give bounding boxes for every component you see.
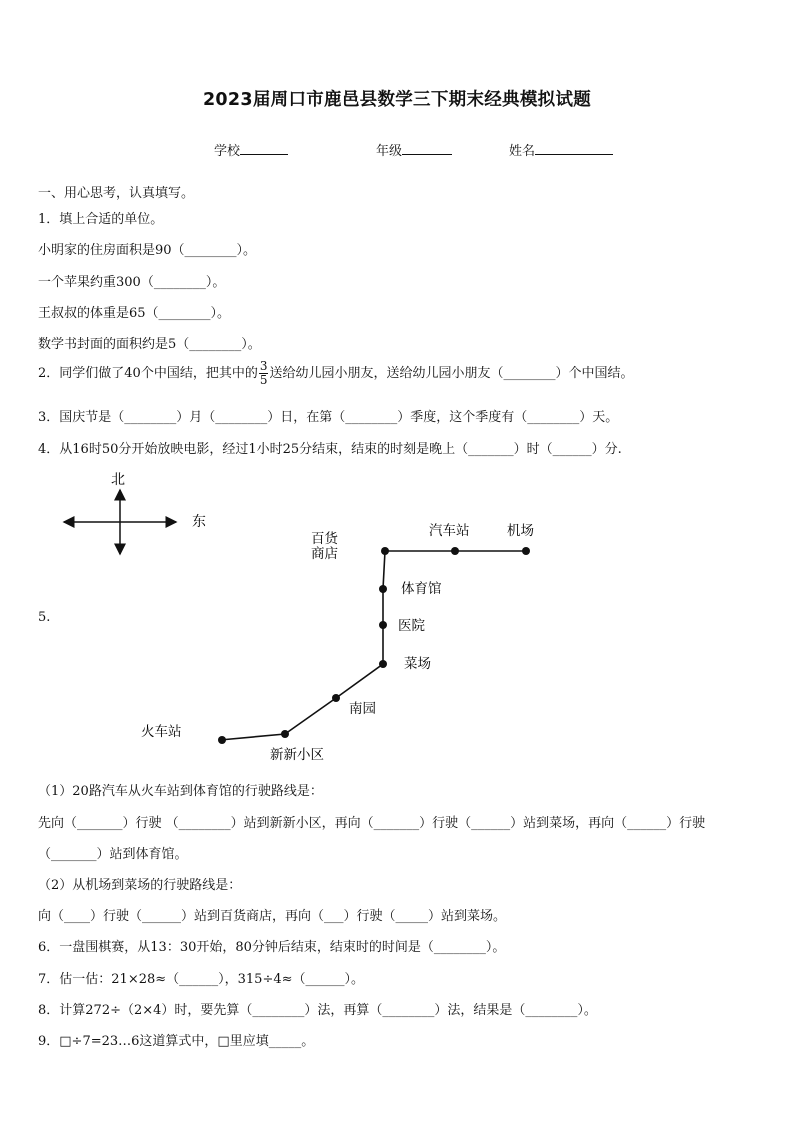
school-label: 学校 <box>214 144 241 159</box>
label-bus-station: 汽车站 <box>429 523 470 539</box>
q5-number: 5. <box>38 610 51 625</box>
stop-train-station <box>218 736 226 744</box>
label-nanyuan: 南园 <box>349 701 376 717</box>
q5-sub2-line: 向（____）行驶（______）站到百货商店，再向（___）行驶（_____）站到菜场。 <box>38 909 507 924</box>
stop-bus-station <box>451 547 459 555</box>
q8: 8．计算272÷（2×4）时，要先算（________）法，再算（________）法，结果是（________）。 <box>38 1003 597 1018</box>
label-market: 菜场 <box>404 656 431 672</box>
q1-d: 数学书封面的面积约是5（________）。 <box>38 337 261 352</box>
label-department-store-2: 商店 <box>311 546 338 562</box>
q5-sub1: （1）20路汽车从火车站到体育馆的行驶路线是： <box>38 784 323 799</box>
name-label: 姓名 <box>509 144 536 159</box>
fraction-numerator: 3 <box>259 359 268 373</box>
q5-sub1-line1: 先向（_______）行驶 （________）站到新新小区，再向（_______）行驶（______）站到菜场，再向（______）行驶 <box>38 816 706 831</box>
stop-gym <box>379 585 387 593</box>
label-hospital: 医院 <box>398 618 425 634</box>
q6: 6．一盘围棋赛，从13：30开始，80分钟后结束，结束时的时间是（________）。 <box>38 940 506 955</box>
label-department-store-1: 百货 <box>311 531 338 547</box>
stop-airport <box>522 547 530 555</box>
q9: 9．□÷7=23…6这道算式中，□里应填_____。 <box>38 1034 315 1049</box>
q1-stem: 1．填上合适的单位。 <box>38 212 164 227</box>
q1-b: 一个苹果约重300（________）。 <box>38 275 226 290</box>
q2-post: 送给幼儿园小朋友，送给幼儿园小朋友（________）个中国结。 <box>269 366 634 381</box>
q2-pre: 2．同学们做了40个中国结，把其中的 <box>38 366 258 381</box>
q4: 4．从16时50分开始放映电影，经过1小时25分结束，结束的时刻是晚上（_______）时（______）分. <box>38 442 622 457</box>
compass-east-label: 东 <box>192 514 206 530</box>
q5-sub2: （2）从机场到菜场的行驶路线是： <box>38 878 242 893</box>
label-train-station: 火车站 <box>141 724 182 740</box>
section-heading: 一、用心思考，认真填写。 <box>38 186 195 201</box>
stop-hospital <box>379 621 387 629</box>
label-gym: 体育馆 <box>401 581 442 597</box>
q1-c: 王叔叔的体重是65（________）。 <box>38 306 231 321</box>
label-airport: 机场 <box>507 523 534 539</box>
route-map <box>141 522 534 763</box>
stop-department-store <box>381 547 389 555</box>
grade-label: 年级 <box>376 144 403 159</box>
fraction-denominator: 5 <box>259 373 268 387</box>
stop-xinxin <box>281 730 289 738</box>
compass <box>64 472 206 554</box>
stop-nanyuan <box>332 694 340 702</box>
q7: 7．估一估：21×28≈（______），315÷4≈（______）。 <box>38 972 365 987</box>
stop-market <box>379 660 387 668</box>
page-title: 2023届周口市鹿邑县数学三下期末经典模拟试题 <box>202 90 592 110</box>
q5-sub1-line2: （_______）站到体育馆。 <box>38 847 188 862</box>
compass-north-label: 北 <box>111 472 125 488</box>
label-xinxin: 新新小区 <box>270 747 324 763</box>
q1-a: 小明家的住房面积是90（________）。 <box>38 243 257 258</box>
q3: 3．国庆节是（________）月（________）日，在第（________）季度，这个季度有（________）天。 <box>38 410 619 425</box>
